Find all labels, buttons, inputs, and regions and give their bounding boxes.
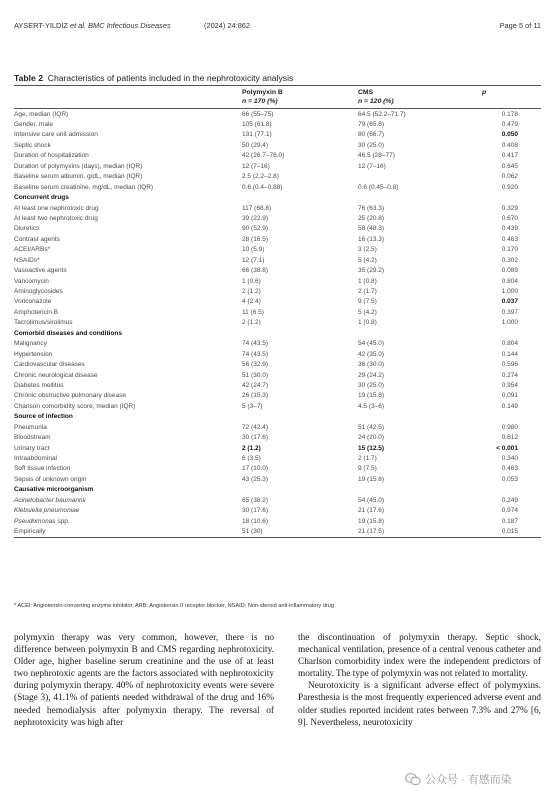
- row-label: [14, 403, 135, 410]
- p-value: 0.645: [501, 162, 518, 170]
- polymyxin-b-value: 30 (17.6): [242, 507, 269, 515]
- polymyxin-b-value: 12 (7–16): [242, 162, 270, 170]
- table-row: [14, 213, 541, 223]
- row-label: [14, 497, 86, 504]
- header-citation: AYSERT-YILDIZ et al. BMC Infectious Diseases: [14, 21, 171, 30]
- cms-value: 3 (2.5): [358, 246, 377, 254]
- table-row: [14, 234, 541, 244]
- polymyxin-b-value: 6 (3.5): [242, 455, 261, 463]
- polymyxin-b-value: 17 (10.0): [242, 465, 269, 473]
- row-label: [14, 309, 58, 316]
- characteristics-table: [14, 85, 541, 538]
- p-value: 0.920: [501, 183, 518, 191]
- p-value: 0.417: [501, 152, 518, 160]
- section-label: Source of infection: [14, 413, 73, 421]
- row-label-text: Duration of hospitalization: [14, 152, 89, 160]
- table-row: [14, 224, 541, 234]
- row-label-text: Empirically: [14, 528, 46, 536]
- row-label-text: Pneumonia: [14, 423, 47, 431]
- cms-value: 19 (15.8): [358, 517, 385, 525]
- body-paragraph: the discontinuation of polymyxin therapy. Septic shock, mechanical ventilation, presence of a central venous catheter and Charlson comorbidity index were the independent predictors of mortality. The type of polymyxin was not related to mortality.: [298, 633, 541, 680]
- polymyxin-b-value: 5 (3–7): [242, 402, 263, 410]
- row-label: [14, 152, 89, 159]
- table-row: [14, 380, 541, 390]
- p-value: 0.596: [501, 361, 518, 369]
- cms-value: 9 (7.5): [358, 465, 377, 473]
- polymyxin-b-value: 30 (17.6): [242, 434, 269, 442]
- row-label-text: Intraabdominal: [14, 455, 57, 463]
- p-value: 1.000: [501, 319, 518, 327]
- p-value: 0.091: [501, 392, 518, 400]
- polymyxin-b-value: 2.5 (2.2–2.8): [242, 173, 279, 181]
- row-label-text: Aminoglycosides: [14, 288, 63, 296]
- polymyxin-b-value: 11 (6.5): [242, 308, 264, 316]
- cms-value: 19 (15.8): [358, 392, 385, 400]
- row-label: [14, 382, 64, 389]
- row-label: [14, 340, 47, 347]
- table-section-row: [14, 412, 541, 422]
- cms-value: 58 (48.3): [358, 225, 385, 233]
- row-label-text: Urinary tract: [14, 444, 50, 452]
- row-label-text: ACEI/ARBs*: [14, 246, 51, 254]
- table-row: [14, 433, 541, 443]
- body-column-right: [298, 632, 541, 729]
- polymyxin-b-value: 72 (42.4): [242, 423, 269, 431]
- cms-value: 24 (20.0): [358, 434, 385, 442]
- p-value: 0.178: [501, 110, 518, 118]
- table-row: [14, 401, 541, 411]
- p-value: 0.340: [501, 455, 518, 463]
- polymyxin-b-value: 4 (2.4): [242, 298, 261, 306]
- p-value: 0.804: [501, 340, 518, 348]
- cms-value: 64.5 (52.2–71.7): [358, 110, 406, 118]
- row-label: [14, 434, 51, 441]
- table-caption: [14, 73, 293, 83]
- polymyxin-b-value: 28 (16.5): [242, 235, 269, 243]
- cms-value: 42 (35.0): [358, 350, 385, 358]
- row-label-text: Contrast agents: [14, 235, 60, 243]
- row-label: [14, 372, 97, 379]
- p-value: 0.053: [501, 475, 518, 483]
- cms-value: 80 (66.7): [358, 131, 385, 139]
- watermark: [405, 771, 512, 787]
- watermark-text: 公众号 · 有感而染: [425, 774, 512, 786]
- cms-value: 35 (29.2): [358, 267, 385, 275]
- section-label: Concurrent drugs: [14, 194, 69, 202]
- cms-value: 0.6 (0.45–0.8): [358, 183, 399, 191]
- polymyxin-b-value: 50 (29.4): [242, 141, 269, 149]
- cms-value: 30 (25.0): [358, 141, 385, 149]
- table-row: [14, 516, 541, 526]
- body-paragraph: polymyxin therapy was very common, however, there is no difference between polymyxin B and CMS regarding nephrotoxicity. Older age, higher baseline serum creatinine and the use of at least two nephrotoxic agents are the factors associated with nephrotoxicity during polymyxin therapy. 40% of nephrotoxicity events were severe (Stage 3), 41.1% of patients needed withdrawal of the drug and 16% needed hemodialysis after polymyxin therapy. The reversal of nephrotoxicity was high after: [14, 633, 274, 728]
- header-year-volume: (2024) 24:862: [204, 21, 251, 30]
- p-value: 0.804: [501, 277, 518, 285]
- polymyxin-b-value: 65 (38.2): [242, 496, 269, 504]
- cms-value: 5 (4.2): [358, 308, 377, 316]
- section-label: Causative microorganism: [14, 486, 94, 494]
- cms-value: 76 (63.3): [358, 204, 385, 212]
- p-value: 0.302: [501, 256, 518, 264]
- cms-value: 51 (42.5): [358, 423, 385, 431]
- table-body: [14, 109, 541, 537]
- row-label: [14, 361, 85, 368]
- cms-value: 9 (7.5): [358, 298, 377, 306]
- col-header-cms: CMS n = 120 (%): [358, 89, 394, 105]
- cms-value: 1 (0.8): [358, 319, 377, 327]
- polymyxin-b-value: 12 (7.1): [242, 256, 265, 264]
- row-label-text: Voriconazole: [14, 298, 52, 306]
- row-label-text: Vasoactive agents: [14, 267, 67, 275]
- cms-value: 12 (7–16): [358, 162, 386, 170]
- row-label: [14, 121, 53, 128]
- cms-value: 79 (65.8): [358, 121, 385, 129]
- table-row: [14, 266, 541, 276]
- table-row: [14, 422, 541, 432]
- p-value: 0.144: [501, 350, 518, 358]
- row-label-text: Bloodstream: [14, 434, 51, 442]
- cms-value: 46.5 (28–77): [358, 152, 395, 160]
- row-label: [14, 131, 98, 138]
- polymyxin-b-value: 66 (55–75): [242, 110, 274, 118]
- row-label-text: Chronic neurological disease: [14, 371, 98, 379]
- polymyxin-b-value: 56 (32.9): [242, 361, 269, 369]
- cms-value: 2 (1.7): [358, 455, 377, 463]
- p-value: 0.249: [501, 496, 518, 504]
- p-value: 1.000: [501, 288, 518, 296]
- p-value: 0.954: [501, 381, 518, 389]
- row-label: [14, 163, 142, 170]
- table-row: [14, 464, 541, 474]
- row-label-text: Cardiovascular diseases: [14, 361, 85, 369]
- p-value: 0.329: [501, 204, 518, 212]
- cms-value: 1 (0.8): [358, 277, 377, 285]
- row-label-text: Intensive care unit admission: [14, 131, 98, 139]
- table-row: [14, 527, 541, 537]
- row-label-text: Soft tissue infection: [14, 465, 71, 473]
- row-label-text: Chronic obstructive pulmonary disease: [14, 392, 126, 400]
- table-row: [14, 245, 541, 255]
- row-label-text: Charlson comorbidity score, median (IQR): [14, 402, 136, 410]
- table-row: [14, 297, 541, 307]
- page-header: [14, 21, 541, 33]
- polymyxin-b-value: 105 (61.8): [242, 121, 272, 129]
- table-row: [14, 506, 541, 516]
- table-caption-text: Characteristics of patients included in the nephrotoxicity analysis: [47, 73, 294, 83]
- row-label-text: Tacrolimus/sirolimus: [14, 319, 73, 327]
- cms-value: 54 (45.0): [358, 340, 385, 348]
- cms-value: 4.5 (3–6): [358, 402, 385, 410]
- row-label: [14, 215, 98, 222]
- row-label-text: Septic shock: [14, 141, 51, 149]
- p-value: 0.612: [501, 434, 518, 442]
- cms-value: 21 (17.5): [358, 528, 385, 536]
- row-label-suffix: spp.: [55, 517, 70, 525]
- cms-value: 25 (20.8): [358, 214, 385, 222]
- p-value: 0.479: [501, 121, 518, 129]
- cms-value: 30 (25.0): [358, 381, 385, 389]
- table-row: [14, 495, 541, 505]
- row-label: [14, 173, 142, 180]
- p-value: 0.974: [501, 507, 518, 515]
- polymyxin-b-value: 1 (0.6): [242, 277, 261, 285]
- row-label: [14, 111, 68, 118]
- row-label-text: Diabetes mellitus: [14, 381, 64, 389]
- p-value: 0.980: [501, 423, 518, 431]
- col-header-polymyxin-b: Polymyxin B n = 170 (%): [242, 89, 283, 105]
- row-label: [14, 319, 73, 326]
- row-label-text: Baseline serum albumin, g/dL, median (IQR): [14, 173, 143, 181]
- table-row: [14, 318, 541, 328]
- table-row: [14, 109, 541, 119]
- row-label: [14, 225, 39, 232]
- p-value: 0.015: [501, 528, 518, 536]
- p-value: 0.670: [501, 214, 518, 222]
- row-label: [14, 205, 99, 212]
- row-label: [14, 142, 51, 149]
- table-row: [14, 119, 541, 129]
- polymyxin-b-value: 74 (43.5): [242, 350, 269, 358]
- table-row: [14, 370, 541, 380]
- table-row: [14, 443, 541, 453]
- row-label: [14, 257, 40, 264]
- row-label: [14, 184, 153, 191]
- polymyxin-b-value: 51 (30.0): [242, 371, 269, 379]
- row-label: [14, 445, 49, 452]
- table-row: [14, 203, 541, 213]
- table-row: [14, 339, 541, 349]
- section-label: Comorbid diseases and conditions: [14, 329, 122, 337]
- row-label-text: At least one nephrotoxic drug: [14, 204, 99, 212]
- cms-value: 2 (1.7): [358, 288, 377, 296]
- polymyxin-b-value: 43 (25.3): [242, 475, 269, 483]
- table-row: [14, 286, 541, 296]
- row-label-text: At least two nephrotoxic drug: [14, 214, 98, 222]
- cms-value: 36 (30.0): [358, 361, 385, 369]
- row-label: [14, 465, 70, 472]
- row-label: [14, 236, 60, 243]
- p-value: 0.439: [501, 225, 518, 233]
- polymyxin-b-value: 51 (30): [242, 528, 263, 536]
- row-label: [14, 528, 45, 535]
- p-value: 0.170: [501, 246, 518, 254]
- col-header-p: p: [482, 89, 487, 96]
- row-label: [14, 298, 51, 305]
- polymyxin-b-value: 2 (1.2): [242, 444, 261, 452]
- table-section-row: [14, 328, 541, 338]
- row-label-text: Sepsis of unknown origin: [14, 475, 87, 483]
- p-value: 0.062: [501, 173, 518, 181]
- table-row: [14, 255, 541, 265]
- cms-value: 29 (24.2): [358, 371, 385, 379]
- row-label: [14, 518, 70, 525]
- row-label-text: Duration of polymyxins (days), median (IQR): [14, 162, 143, 170]
- row-label: [14, 278, 49, 285]
- row-label-text: Age, median (IQR): [14, 110, 69, 118]
- table-bottom-rule: [14, 537, 541, 538]
- polymyxin-b-value: 2 (1.2): [242, 288, 261, 296]
- polymyxin-b-value: 2 (1.2): [242, 319, 261, 327]
- body-paragraph: Neurotoxicity is a significant adverse effect of polymyxins. Paresthesia is the most frequently experienced adverse event and older studies reported incident rates between 7.3% and 27% [6, 9]. Nevertheless, neurotoxicity: [298, 681, 541, 728]
- polymyxin-b-value: 39 (22.9): [242, 214, 269, 222]
- p-value: 0.187: [501, 517, 518, 525]
- p-value: 0.463: [501, 465, 518, 473]
- row-label-text: NSAIDs*: [14, 256, 40, 264]
- cms-value: 15 (12.5): [358, 444, 385, 452]
- polymyxin-b-value: 117 (68.8): [242, 204, 272, 212]
- row-label: [14, 246, 50, 253]
- row-label: [14, 392, 126, 399]
- body-column-left: [14, 632, 274, 729]
- wechat-icon: [405, 773, 421, 786]
- cms-value: 19 (15.8): [358, 475, 385, 483]
- row-label: [14, 476, 86, 483]
- polymyxin-b-value: 10 (5.9): [242, 246, 265, 254]
- p-value: 0.050: [501, 131, 518, 139]
- row-label-text: Pseudomonas: [14, 517, 56, 525]
- table-row: [14, 307, 541, 317]
- row-label-text: Amphotericin B: [14, 308, 59, 316]
- p-value: 0.089: [501, 267, 518, 275]
- polymyxin-b-value: 42 (24.7): [242, 381, 269, 389]
- table-footnote: * ACEI: Angiotensin-converting enzyme inhibitor, ARB: Angiotensin II receptor blocker, NSAID: Non-steroid anti-inflammatory drug: [14, 603, 334, 609]
- table-row: [14, 182, 541, 192]
- table-section-row: [14, 193, 541, 203]
- polymyxin-b-value: 66 (38.8): [242, 267, 269, 275]
- p-value: 0.463: [501, 235, 518, 243]
- header-page-number: Page 5 of 11: [499, 21, 541, 30]
- row-label: [14, 455, 57, 462]
- polymyxin-b-value: 18 (10.6): [242, 517, 269, 525]
- table-row: [14, 391, 541, 401]
- row-label: [14, 507, 79, 514]
- row-label-text: Hypertension: [14, 350, 53, 358]
- table-label: Table 2: [14, 73, 43, 83]
- table-row: [14, 151, 541, 161]
- table-row: [14, 453, 541, 463]
- table-row: [14, 130, 541, 140]
- table-row: [14, 474, 541, 484]
- row-label: [14, 424, 47, 431]
- cms-value: 5 (4.2): [358, 256, 377, 264]
- row-label-text: Gender, male: [14, 121, 54, 129]
- table-row: [14, 360, 541, 370]
- table-row: [14, 172, 541, 182]
- table-row: [14, 140, 541, 150]
- polymyxin-b-value: 131 (77.1): [242, 131, 272, 139]
- cms-value: 16 (13.3): [358, 235, 385, 243]
- table-row: [14, 276, 541, 286]
- p-value: < 0.001: [496, 444, 518, 452]
- polymyxin-b-value: 90 (52.9): [242, 225, 269, 233]
- polymyxin-b-value: 74 (43.5): [242, 340, 269, 348]
- p-value: 0.397: [501, 308, 518, 316]
- row-label: [14, 351, 52, 358]
- row-label-text: Baseline serum creatinine, mg/dL, median (IQR): [14, 183, 154, 191]
- p-value: 0.408: [501, 141, 518, 149]
- polymyxin-b-value: 42 (26.7–76.0): [242, 152, 285, 160]
- cms-value: 21 (17.6): [358, 507, 385, 515]
- p-value: 0.149: [501, 402, 518, 410]
- p-value: 0.274: [501, 371, 518, 379]
- row-label-text: Vancomycin: [14, 277, 49, 285]
- table-header-row: [14, 86, 541, 108]
- row-label: [14, 267, 67, 274]
- row-label-text: Acinetobacter baumannii: [14, 496, 86, 504]
- row-label-text: Klebsiella pneumoniae: [14, 507, 80, 515]
- table-row: [14, 349, 541, 359]
- polymyxin-b-value: 0.6 (0.4–0.88): [242, 183, 283, 191]
- table-section-row: [14, 485, 541, 495]
- row-label: [14, 288, 63, 295]
- polymyxin-b-value: 26 (15.3): [242, 392, 269, 400]
- cms-value: 54 (45.0): [358, 496, 385, 504]
- p-value: 0.037: [501, 298, 518, 306]
- table-row: [14, 161, 541, 171]
- row-label-text: Malignancy: [14, 340, 47, 348]
- row-label-text: Diuretics: [14, 225, 40, 233]
